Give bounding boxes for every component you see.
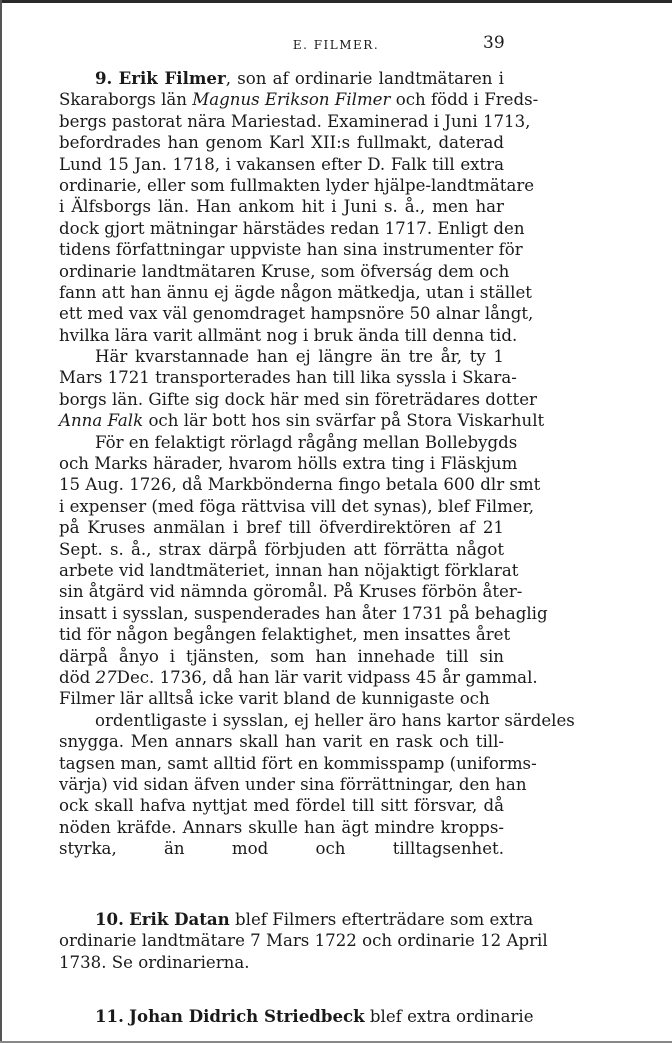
text-line: För en felaktigt rörlagd rågång mellan Bollebygds <box>95 432 518 452</box>
person-name: Magnus Erikson Filmer <box>192 90 391 110</box>
text-line: snygga. Men annars skall han varit en rask och till- <box>59 732 504 752</box>
top-border <box>0 0 672 3</box>
person-name: Anna Falk <box>59 411 144 431</box>
text-line: därpå ånyo i tjänsten, som han innehade till sin <box>59 646 504 666</box>
text-line: nöden kräfde. Annars skulle han ägt mindre kropps- <box>59 817 504 837</box>
text-line: Mars 1721 transporterades han till lika syssla i Skara- <box>59 368 517 388</box>
text-line: insatt i sysslan, suspenderades han åter 1731 på behaglig <box>59 603 548 623</box>
text-line: tagsen man, samt alltid fört en kommisspamp (uniforms- <box>59 753 537 773</box>
text-line: Här kvarstannade han ej längre än tre år, ty 1 <box>95 347 504 367</box>
entry-9-line-2: Skaraborgs län Magnus Erikson Filmer och född i Freds- <box>59 90 539 110</box>
text-line: befordrades han genom Karl XII:s fullmakt, daterad <box>59 133 504 153</box>
text-line: 15 Aug. 1726, då Markbönderna fingo betala 600 dlr smt <box>59 475 541 495</box>
text-line: på Kruses anmälan i bref till öfverdirektören af 21 <box>59 518 504 538</box>
text-line: hvilka lära varit allmänt nog i bruk ända till denna tid. <box>59 325 518 345</box>
text-line: värja) vid sidan äfven under sina förrättningar, den han <box>59 774 527 794</box>
entry-name: Erik Datan <box>129 908 230 929</box>
emphasis: 27 <box>90 667 117 687</box>
entry-10-line-1: 10. Erik Datan blef Filmers efterträdare som extra <box>95 908 534 929</box>
entry-number: 11. <box>95 1006 124 1027</box>
text-line: ordinarie landtmätaren Kruse, som öfverság dem och <box>59 261 510 281</box>
text-line: fann att han ännu ej ägde någon mätkedja, utan i stället <box>59 282 532 302</box>
text-line: i expenser (med föga rättvisa vill det synas), blef Filmer, <box>59 496 535 516</box>
text-line: Anna Falk och lär bott hos sin svärfar på Stora Viskarhult <box>59 411 545 431</box>
text-line: sin åtgärd vid nämnda göromål. På Kruses förbön åter- <box>59 582 523 602</box>
text-line: 1738. Se ordinarierna. <box>59 952 250 972</box>
text-line: ordinarie, eller som fullmakten lyder hjälpe-landtmätare <box>59 175 535 195</box>
text-line: Sept. s. å., strax därpå förbjuden att förrätta något <box>59 539 504 559</box>
text-line: dock gjort mätningar härstädes redan 1717. Enligt den <box>59 218 525 238</box>
entry-number: 10. <box>95 908 124 929</box>
text-line: ordentligaste i sysslan, ej heller äro hans kartor särdeles <box>95 710 575 730</box>
text-line: i Älfsborgs län. Han ankom hit i Juni s. å., men har <box>59 197 504 217</box>
text-line: bergs pastorat nära Mariestad. Examinerad i Juni 1713, <box>59 111 531 131</box>
text-line: borgs län. Gifte sig dock här med sin företrädares dotter <box>59 389 537 409</box>
running-head: E. FILMER. <box>292 38 380 52</box>
text-line <box>59 859 504 880</box>
page-body <box>59 68 575 1027</box>
text-line: arbete vid landtmäteriet, innan han nöjaktigt förklarat <box>59 560 519 580</box>
text-line: och Marks härader, hvarom hölls extra ting i Fläskjum <box>59 454 518 474</box>
text-line: ock skall hafva nyttjat med fördel till sitt försvar, då <box>59 796 504 816</box>
entry-11-line-1: 11. Johan Didrich Striedbeck blef extra ordinarie <box>95 1006 534 1027</box>
entry-number: 9. <box>95 68 113 88</box>
text-line: tid för någon begången felaktighet, men insattes året <box>59 625 511 645</box>
page-number: 39 <box>483 33 505 53</box>
text-line: tidens författningar uppviste han sina instrumenter för <box>59 240 523 260</box>
text-line: styrka, än mod och tilltagsenhet. <box>59 839 504 859</box>
entry-name: Johan Didrich Striedbeck <box>129 1006 365 1027</box>
text-line: död 27Dec. 1736, då han lär varit vidpass 45 år gammal. <box>59 667 538 687</box>
entry-name: Erik Filmer <box>118 68 226 88</box>
text-line: ett med vax väl genomdraget hampsnöre 50 alnar långt, <box>59 304 534 324</box>
text-line: Lund 15 Jan. 1718, i vakansen efter D. Falk till extra <box>59 154 504 174</box>
entry-9-line-1: 9. Erik Filmer, son af ordinarie landtmätaren i <box>95 68 504 88</box>
text-line: ordinarie landtmätare 7 Mars 1722 och ordinarie 12 April <box>59 931 548 951</box>
text-line: Filmer lär alltså icke varit bland de kunnigaste och <box>59 689 490 709</box>
left-border <box>0 0 2 1043</box>
